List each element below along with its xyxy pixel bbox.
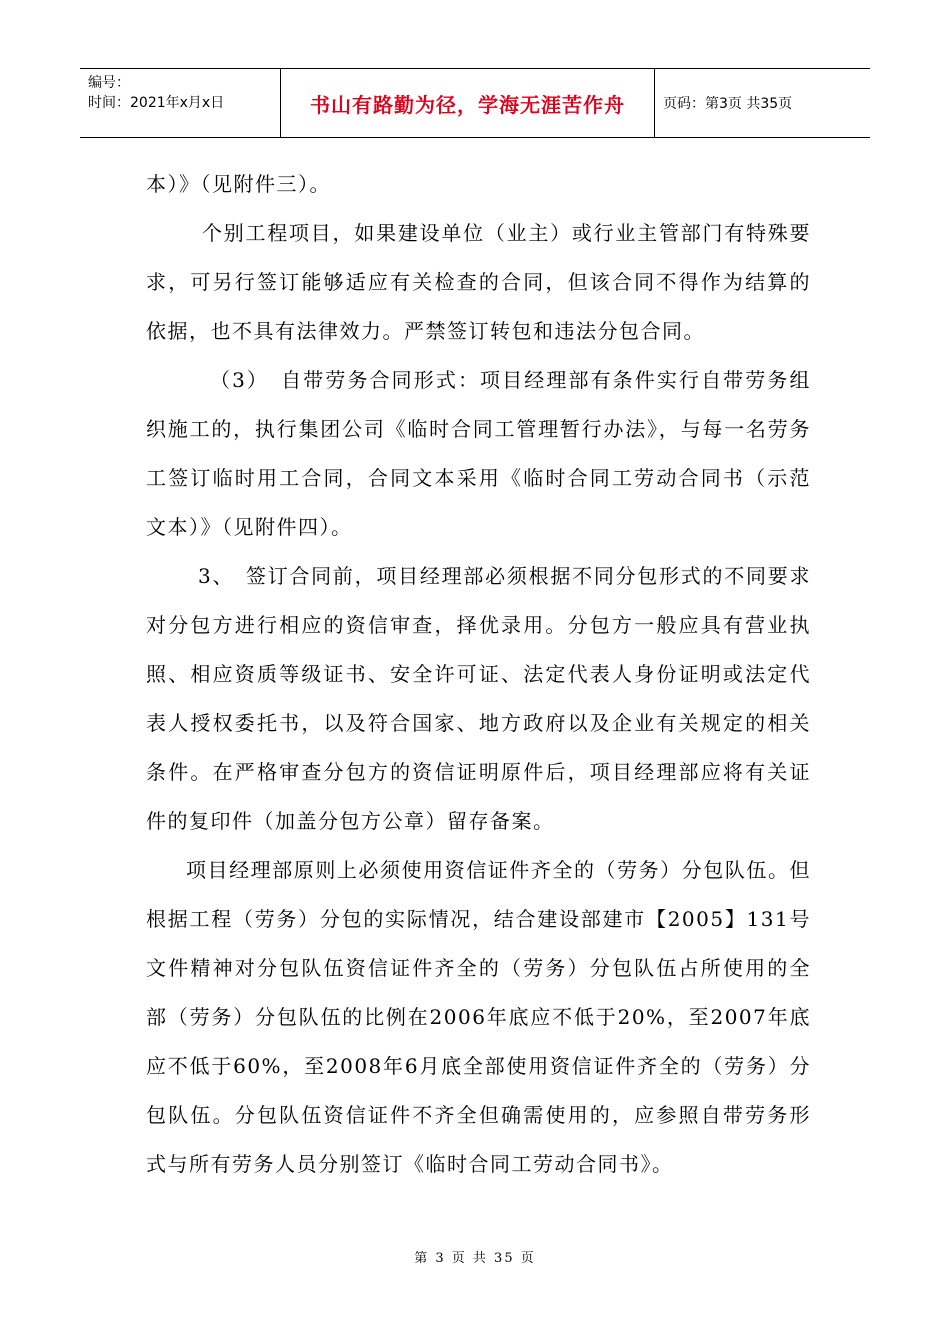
paragraph-continuation: 本）》（见附件三）。 bbox=[146, 172, 331, 196]
document-body bbox=[146, 160, 811, 1189]
header-page-info: 页码：第3页 共35页 bbox=[663, 96, 793, 112]
date-line: 时间：2021年x月x日 bbox=[88, 95, 225, 111]
page-footer: 第 3 页 共 35 页 bbox=[414, 1251, 536, 1266]
paragraph-special-requirements: 个别工程项目，如果建设单位（业主）或行业主管部门有特殊要求，可另行签订能够适应有关检查的合同，但该合同不得作为结算的依据，也不具有法律效力。严禁签订转包和违法分包合同。 bbox=[146, 221, 811, 343]
page-header bbox=[80, 68, 870, 138]
header-meta bbox=[80, 69, 281, 137]
header-motto: 书山有路勤为径，学海无涯苦作舟 bbox=[281, 69, 655, 137]
paragraph-self-labor-contract: （3） 自带劳务合同形式：项目经理部有条件实行自带劳务组织施工的，执行集团公司《临时合同工管理暂行办法》，与每一名劳务工签订临时用工合同，合同文本采用《临时合同工劳动合同书（示范文本）》（见附件四）。 bbox=[146, 368, 811, 539]
paragraph-credit-review: 3、 签订合同前，项目经理部必须根据不同分包形式的不同要求对分包方进行相应的资信审查，择优录用。分包方一般应具有营业执照、相应资质等级证书、安全许可证、法定代表人身份证明或法定代表人授权委托书，以及符合国家、地方政府以及企业有关规定的相关条件。在严格审查分包方的资信证明原件后，项目经理部应将有关证件的复印件（加盖分包方公章）留存备案。 bbox=[146, 564, 811, 833]
paragraph-qualified-teams: 项目经理部原则上必须使用资信证件齐全的（劳务）分包队伍。但根据工程（劳务）分包的实际情况，结合建设部建市【2005】131号文件精神对分包队伍资信证件齐全的（劳务）分包队伍占所使用的全部（劳务）分包队伍的比例在2006年底应不低于20%，至2007年底应不低于60%，至2008年6月底全部使用资信证件齐全的（劳务）分包队伍。分包队伍资信证件不齐全但确需使用的，应参照自带劳务形式与所有劳务人员分别签订《临时合同工劳动合同书》。 bbox=[146, 858, 811, 1176]
number-label: 编号： bbox=[88, 75, 130, 91]
